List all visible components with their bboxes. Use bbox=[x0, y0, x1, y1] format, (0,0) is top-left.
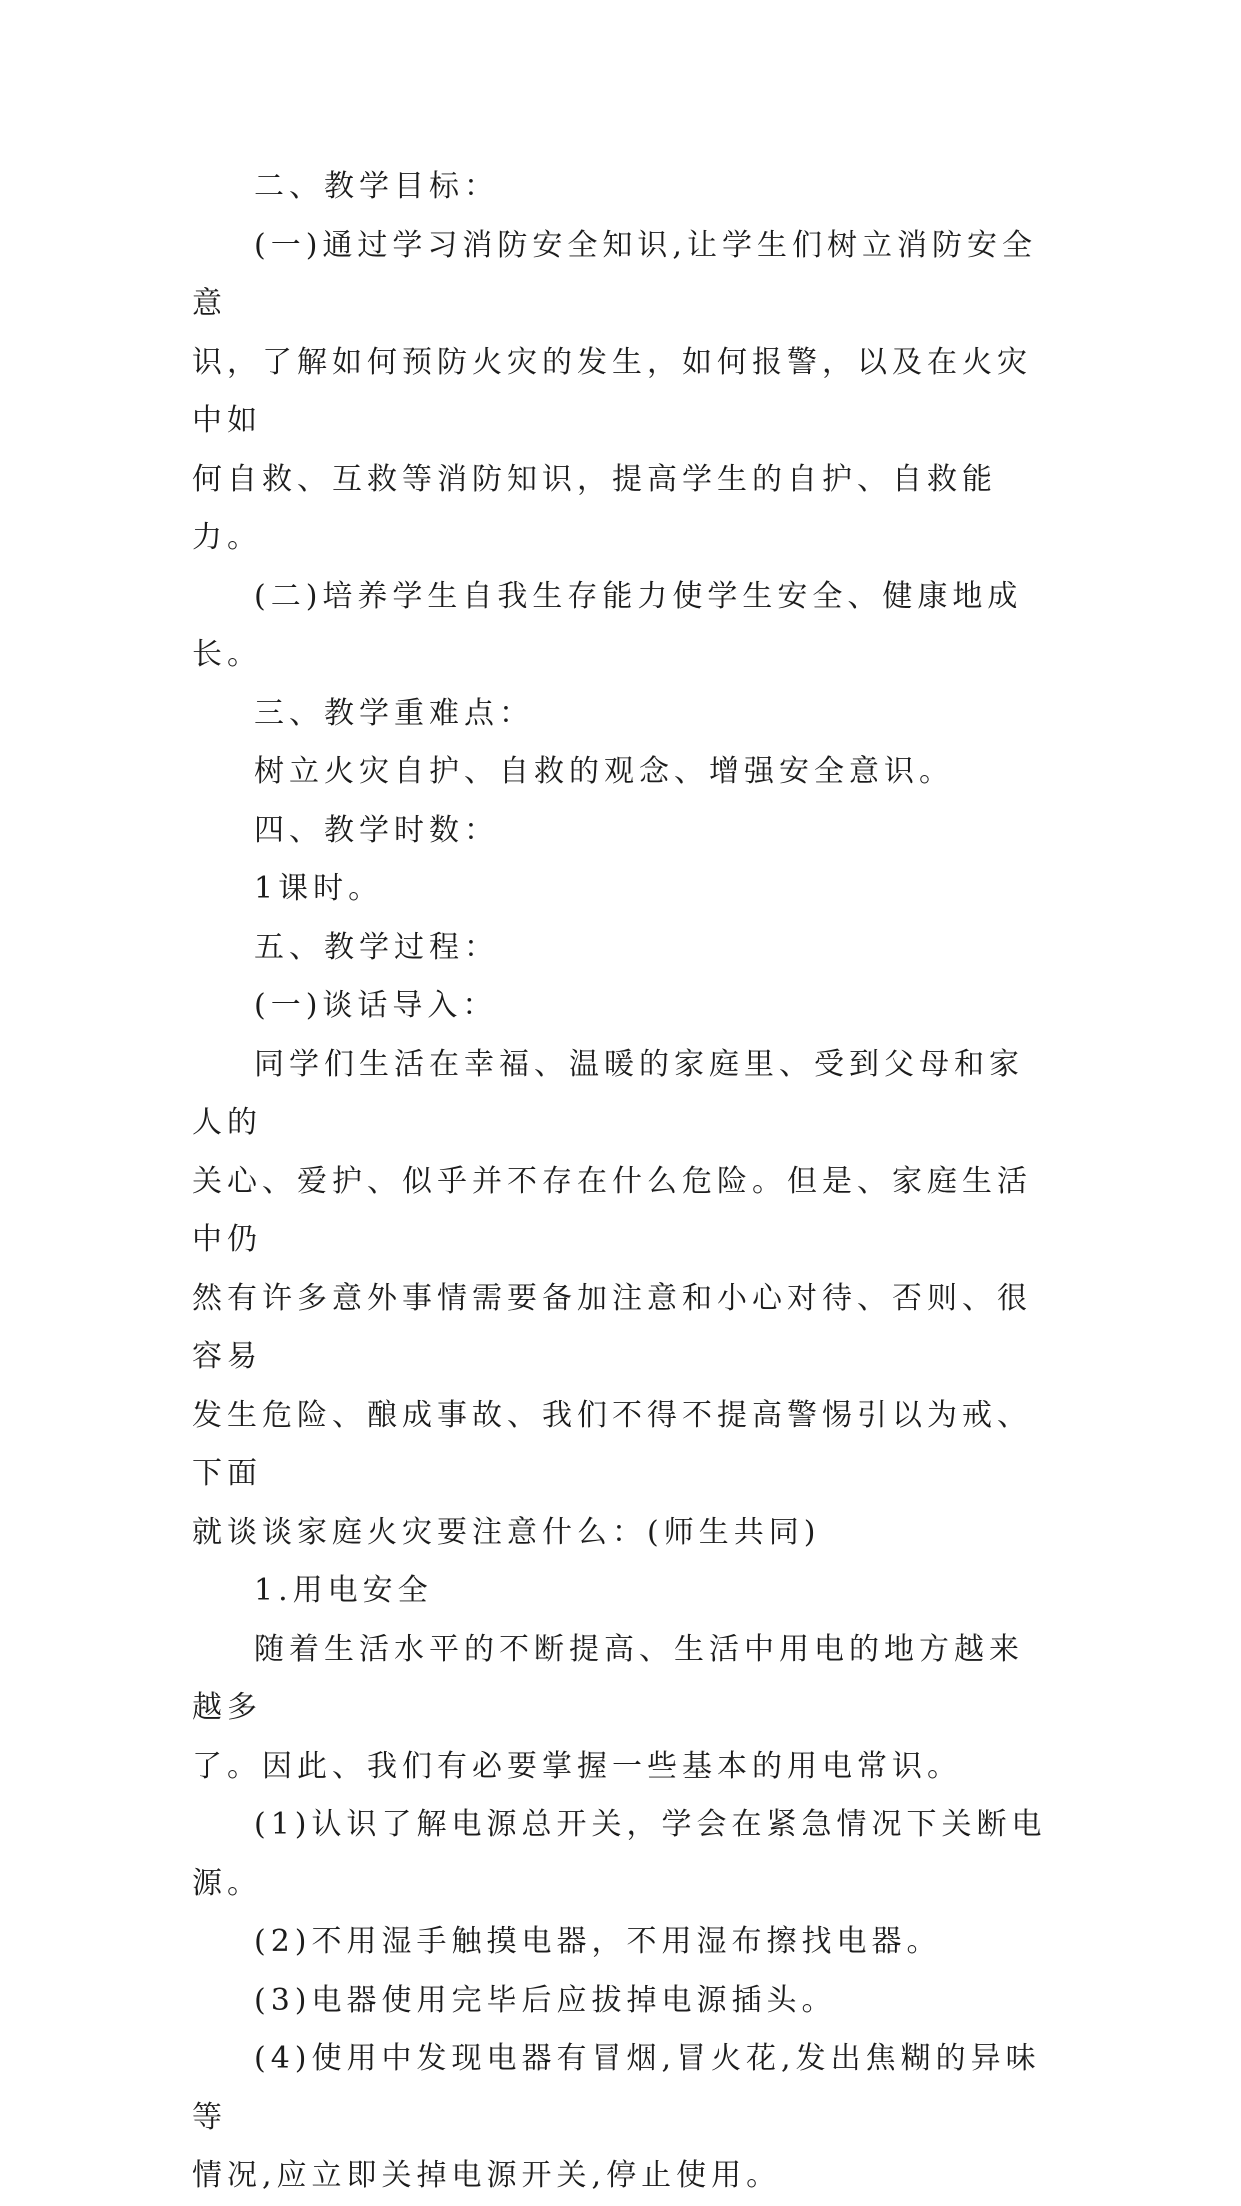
paragraph-line: 然有许多意外事情需要备加注意和小心对待、否则、很容易 bbox=[192, 1280, 1032, 1374]
list-item: (2)不用湿手触摸电器，不用湿布擦找电器。 bbox=[254, 1924, 942, 1959]
paragraph-line: (二)培养学生自我生存能力使学生安全、健康地成长。 bbox=[192, 578, 1023, 672]
list-item: (1)认识了解电源总开关，学会在紧急情况下关断电源。 bbox=[192, 1807, 1047, 1901]
paragraph-line: (一)通过学习消防安全知识,让学生们树立消防安全意 bbox=[192, 227, 1037, 321]
paragraph-line: 随着生活水平的不断提高、生活中用电的地方越来越多 bbox=[192, 1631, 1024, 1725]
subsection-heading-intro: (一)谈话导入： bbox=[254, 988, 498, 1023]
paragraph-line: 了。因此、我们有必要掌握一些基本的用电常识。 bbox=[192, 1748, 962, 1784]
subsection-heading-electric-safety: 1.用电安全 bbox=[254, 1573, 433, 1608]
section-heading-objectives: 二、教学目标： bbox=[254, 169, 499, 204]
section-heading-hours: 四、教学时数： bbox=[254, 812, 499, 848]
paragraph-line: 1课时。 bbox=[254, 871, 384, 906]
paragraph-line: 识，了解如何预防火灾的发生，如何报警，以及在火灾中如 bbox=[192, 344, 1032, 438]
section-heading-process: 五、教学过程： bbox=[254, 929, 499, 965]
paragraph-line: 同学们生活在幸福、温暖的家庭里、受到父母和家人的 bbox=[192, 1046, 1024, 1140]
list-item: (3)电器使用完毕后应拔掉电源插头。 bbox=[254, 1982, 837, 2018]
paragraph-line: 关心、爱护、似乎并不存在什么危险。但是、家庭生活中仍 bbox=[192, 1163, 1032, 1257]
paragraph-line: 树立火灾自护、自救的观念、增强安全意识。 bbox=[254, 754, 954, 789]
list-item: (4)使用中发现电器有冒烟,冒火花,发出焦糊的异味等 bbox=[192, 2041, 1041, 2135]
list-item-continuation: 情况,应立即关掉电源开关,停止使用。 bbox=[192, 2158, 782, 2193]
section-heading-key-points: 三、教学重难点： bbox=[254, 695, 534, 731]
document-body bbox=[192, 158, 1052, 2206]
paragraph-line: 就谈谈家庭火灾要注意什么：(师生共同) bbox=[192, 1514, 821, 1550]
paragraph-line: 何自救、互救等消防知识，提高学生的自护、自救能力。 bbox=[192, 461, 997, 555]
paragraph-line: 发生危险、酿成事故、我们不得不提高警惕引以为戒、下面 bbox=[192, 1397, 1032, 1491]
